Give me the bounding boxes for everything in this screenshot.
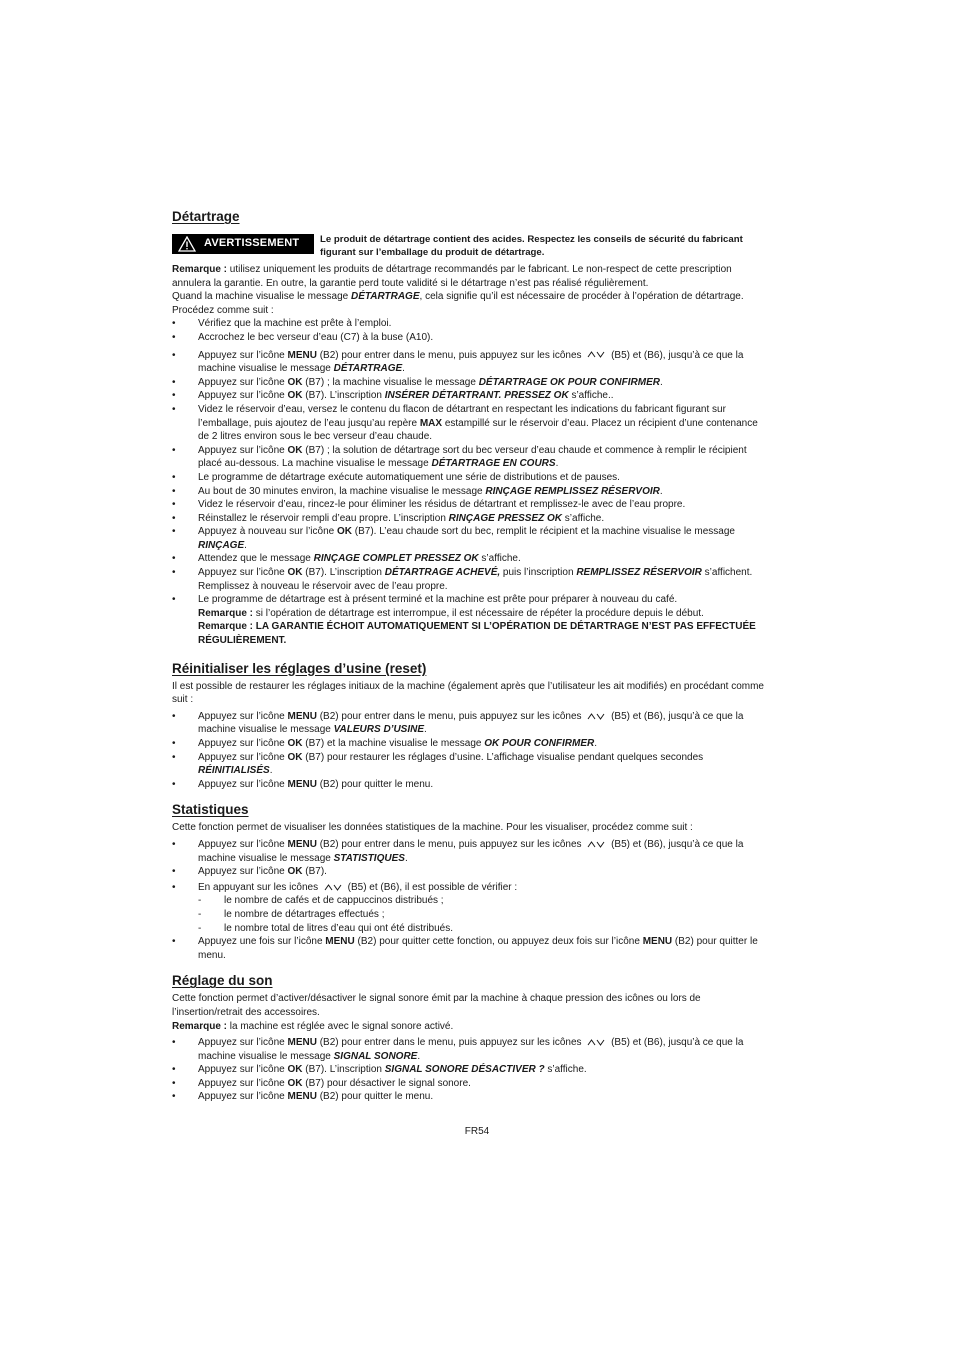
list-item: • Au bout de 30 minutes environ, la machine visualise le message RINÇAGE REMPLISSEZ RÉSERVOIR. [172, 485, 768, 499]
reset-intro: Il est possible de restaurer les réglages initiaux de la machine (également après que l’utilisateur les ait modifiés) en procédant comme suit : [172, 680, 764, 706]
page-number: FR54 [464, 1126, 490, 1137]
list-item: • Appuyez sur l’icône OK (B7) pour désactiver le signal sonore. [172, 1077, 768, 1091]
up-down-arrows-icon [587, 350, 605, 359]
warning-text: Le produit de détartrage contient des acides. Respectez les conseils de sécurité du fabricant figurant sur l’emballage du produit de détartrage. [320, 234, 743, 258]
list-item: - le nombre de détartrages effectués ; [198, 908, 768, 922]
list-item: • Appuyez sur l’icône OK (B7). L’inscription INSÉRER DÉTARTRANT. PRESSEZ OK s’affiche.. [172, 389, 768, 403]
list-item: • Appuyez sur l’icône OK (B7) ; la machine visualise le message DÉTARTRAGE OK POUR CONFIRMER. [172, 376, 768, 390]
list-item: • Videz le réservoir d’eau, rincez-le pour éliminer les résidus de détartrant et remplissez-le avec de l’eau propre. [172, 498, 768, 512]
list-item: • Appuyez sur l’icône MENU (B2) pour entrer dans le menu, puis appuyez sur les icônes (B5) et (B6), jusqu’à ce que la machine visualise le message VALEURS D’USINE. [172, 710, 768, 737]
warning-badge [172, 234, 314, 254]
manual-page [172, 208, 768, 1104]
display-message: DÉTARTRAGE [350, 291, 420, 303]
list-item: • Appuyez sur l’icône OK (B7). L’inscription DÉTARTRAGE ACHEVÉ, puis l’inscription REMPLISSEZ RÉSERVOIR s’affichent. Remplissez à nouveau le réservoir avec de l’eau propre. [172, 566, 768, 593]
list-item: • Appuyez sur l’icône OK (B7) ; la solution de détartrage sort du bec verseur d’eau chaude et commence à remplir le récipient placé au-dessous. La machine visualise le message DÉTARTRAGE EN COURS. [172, 444, 768, 471]
section-title-detartrage: Détartrage [172, 209, 240, 224]
up-down-arrows-icon [324, 883, 342, 892]
sound-steps [172, 1036, 768, 1104]
list-item: • Vérifiez que la machine est prête à l’emploi. [172, 317, 768, 331]
up-down-arrows-icon [587, 712, 605, 721]
list-item: • Appuyez sur l’icône MENU (B2) pour entrer dans le menu, puis appuyez sur les icônes (B5) et (B6), jusqu’à ce que la machine visualise le message STATISTIQUES. [172, 838, 768, 865]
up-down-arrows-icon [587, 1038, 605, 1047]
remark-label: Remarque : [172, 264, 228, 275]
list-item: - le nombre total de litres d’eau qui ont été distribués. [198, 922, 768, 936]
stats-steps-end [172, 935, 768, 962]
section-title-statistiques: Statistiques [172, 802, 249, 818]
list-item: • Attendez que le message RINÇAGE COMPLET PRESSEZ OK s’affiche. [172, 552, 768, 566]
list-item: • Le programme de détartrage exécute automatiquement une série de distributions et de pauses. [172, 471, 768, 485]
up-down-arrows-icon [587, 840, 605, 849]
intro-paragraph: Quand la machine visualise le message DÉTARTRAGE, cela signifie qu’il est nécessaire de procéder à l’opération de détartrage. [172, 291, 744, 303]
section-title-son: Réglage du son [172, 973, 273, 989]
list-item: • Videz le réservoir d’eau, versez le contenu du flacon de détartrant en respectant les indications du fabricant figurant sur l’emballage, puis ajoutez de l’eau jusqu’au repère MAX estampillé sur le réservoir d’eau. Placez un récipient d’une contenance de 2 litres environ sous le bec verseur d’eau chaude. [172, 403, 768, 444]
sound-intro: Cette fonction permet d’activer/désactiver le signal sonore émit par la machine à chaque pression des icônes ou lors de l’insertion/retrait des accessoires. [172, 993, 701, 1018]
remark-paragraph: Remarque : la machine est réglée avec le signal sonore activé. [172, 1020, 454, 1032]
list-item: • Appuyez à nouveau sur l’icône OK (B7). L’eau chaude sort du bec, remplit le récipient et la machine visualise le message RINÇAGE. [172, 525, 768, 552]
list-item: • Appuyez sur l’icône MENU (B2) pour entrer dans le menu, puis appuyez sur les icônes (B5) et (B6), jusqu’à ce que la machine visualise le message DÉTARTRAGE. [172, 349, 768, 376]
list-item: • Appuyez sur l’icône MENU (B2) pour quitter le menu. [172, 778, 768, 792]
section-title-reset: Réinitialiser les réglages d’usine (reset) [172, 660, 427, 676]
list-item: • Appuyez sur l’icône MENU (B2) pour entrer dans le menu, puis appuyez sur les icônes (B5) et (B6), jusqu’à ce que la machine visualise le message SIGNAL SONORE. [172, 1036, 768, 1063]
stats-steps [172, 838, 768, 894]
list-item: • Appuyez sur l’icône OK (B7). L’inscription SIGNAL SONORE DÉSACTIVER ? s’affiche. [172, 1063, 768, 1077]
list-item: • Appuyez sur l’icône MENU (B2) pour quitter le menu. [172, 1090, 768, 1104]
list-item: • Appuyez sur l’icône OK (B7). [172, 865, 768, 879]
detartrage-steps [172, 317, 768, 647]
list-item: • En appuyant sur les icônes (B5) et (B6), il est possible de vérifier : [172, 881, 768, 895]
remark-paragraph: Remarque : utilisez uniquement les produits de détartrage recommandés par le fabricant. Le non-respect de cette prescription annulera la garantie. En outre, la garantie perd toute validité si le détartrage n’est pas réalisé régulièrement. [172, 264, 732, 289]
list-item: • Le programme de détartrage est à présent terminé et la machine est prête pour préparer à nouveau du café. Remarque : si l’opération de détartrage est interrompue, il est nécessaire de répéter la procédure depuis le début. Remarque : LA GARANTIE ÉCHOIT AUTOMATIQUEMENT SI L’OPÉRATION DE DÉTARTRAGE N’EST PAS EFFECTUÉE RÉGULIÈREMENT. [172, 593, 768, 647]
warning-triangle-icon [178, 236, 196, 252]
warning-block [172, 234, 768, 259]
list-item: - le nombre de cafés et de cappuccinos distribués ; [198, 894, 768, 908]
list-item: • Accrochez le bec verseur d’eau (C7) à la buse (A10). [172, 331, 768, 345]
stats-intro: Cette fonction permet de visualiser les données statistiques de la machine. Pour les visualiser, procédez comme suit : [172, 822, 693, 834]
list-item: • Appuyez sur l’icône OK (B7) et la machine visualise le message OK POUR CONFIRMER. [172, 737, 768, 751]
warranty-notice: Remarque : LA GARANTIE ÉCHOIT AUTOMATIQUEMENT SI L’OPÉRATION DE DÉTARTRAGE N’EST PAS EFFECTUÉE RÉGULIÈREMENT. [198, 621, 756, 647]
stats-sublist [172, 894, 768, 935]
list-item: • Réinstallez le réservoir rempli d’eau propre. L’inscription RINÇAGE PRESSEZ OK s’affiche. [172, 512, 768, 526]
intro-paragraph: Procédez comme suit : [172, 304, 274, 316]
reset-steps [172, 710, 768, 792]
warning-label: AVERTISSEMENT [204, 237, 300, 250]
list-item: • Appuyez sur l’icône OK (B7) pour restaurer les réglages d’usine. L’affichage visualise pendant quelques secondes RÉINITIALISÉS. [172, 751, 768, 778]
list-item: • Appuyez une fois sur l’icône MENU (B2) pour quitter cette fonction, ou appuyez deux fois sur l’icône MENU (B2) pour quitter le menu. [172, 935, 768, 962]
